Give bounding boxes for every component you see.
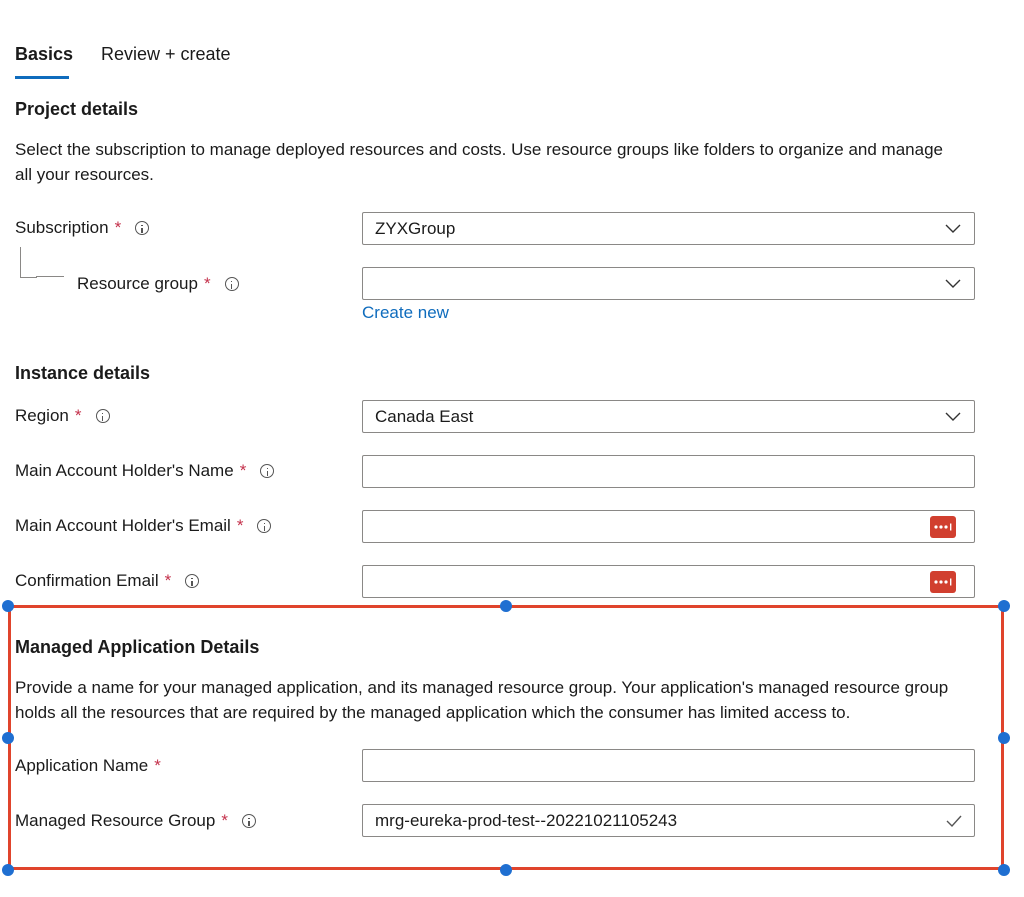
confirm-email-label	[15, 571, 199, 591]
tab-review-create[interactable]: Review + create	[101, 44, 231, 64]
app-name-label-text: Application Name	[15, 756, 149, 775]
required-asterisk: *	[74, 406, 82, 425]
subscription-label-text: Subscription	[15, 218, 109, 237]
tab-basics[interactable]: Basics	[15, 44, 74, 64]
subscription-label	[15, 218, 149, 238]
info-icon[interactable]	[96, 409, 110, 423]
chevron-down-icon	[944, 221, 962, 235]
resize-handle-bottom-right[interactable]	[998, 864, 1010, 876]
resource-group-dropdown[interactable]	[362, 267, 975, 300]
holder-email-label	[15, 516, 271, 536]
project-details-heading: Project details	[15, 99, 139, 119]
required-asterisk: *	[203, 274, 211, 293]
instance-details-heading: Instance details	[15, 363, 151, 383]
chevron-down-icon	[944, 276, 962, 290]
password-manager-icon[interactable]	[930, 516, 956, 538]
resize-handle-bottom[interactable]	[500, 864, 512, 876]
required-asterisk: *	[239, 461, 247, 480]
required-asterisk: *	[221, 811, 228, 830]
selection-box[interactable]	[8, 605, 1004, 870]
info-icon[interactable]	[225, 277, 239, 291]
tab-active-indicator	[15, 76, 69, 79]
mrg-value: mrg-eureka-prod-test--20221021105243	[375, 810, 678, 830]
region-label	[15, 406, 110, 426]
resize-handle-top[interactable]	[500, 600, 512, 612]
holder-email-input[interactable]	[362, 510, 975, 543]
required-asterisk: *	[236, 516, 244, 535]
info-icon[interactable]	[257, 519, 271, 533]
create-new-link[interactable]: Create new	[362, 303, 449, 322]
subscription-value: ZYXGroup	[375, 218, 456, 238]
resize-handle-top-right[interactable]	[998, 600, 1010, 612]
required-asterisk: *	[164, 571, 172, 590]
info-icon[interactable]	[260, 464, 274, 478]
holder-name-input[interactable]	[362, 455, 975, 488]
info-icon[interactable]	[185, 574, 199, 588]
required-asterisk: *	[154, 756, 161, 775]
subscription-dropdown[interactable]	[362, 212, 975, 245]
resource-group-label-text: Resource group	[77, 274, 198, 293]
chevron-down-icon	[944, 409, 962, 423]
resource-group-label	[77, 274, 239, 294]
region-dropdown[interactable]	[362, 400, 975, 433]
mrg-label-text: Managed Resource Group	[15, 811, 216, 830]
region-value: Canada East	[375, 406, 474, 426]
confirm-email-input[interactable]	[362, 565, 975, 598]
tree-connector-horizontal	[36, 276, 64, 277]
resize-handle-left[interactable]	[2, 732, 14, 744]
managed-app-heading: Managed Application Details	[15, 637, 260, 657]
tree-connector	[20, 247, 37, 278]
resize-handle-right[interactable]	[998, 732, 1010, 744]
required-asterisk: *	[114, 218, 122, 237]
confirm-email-label-text: Confirmation Email	[15, 571, 159, 590]
resize-handle-bottom-left[interactable]	[2, 864, 14, 876]
project-details-description: Select the subscription to manage deployed resources and costs. Use resource groups like folders to organize and manage all your resources.	[15, 140, 943, 184]
holder-name-label	[15, 461, 274, 481]
holder-name-label-text: Main Account Holder's Name	[15, 461, 234, 480]
region-label-text: Region	[15, 406, 69, 425]
resize-handle-top-left[interactable]	[2, 600, 14, 612]
info-icon[interactable]	[135, 221, 149, 235]
managed-app-description: Provide a name for your managed application, and its managed resource group. Your application's managed resource group holds all the resources that are required by the managed application which the consumer has limited access to.	[15, 678, 949, 722]
holder-email-label-text: Main Account Holder's Email	[15, 516, 231, 535]
password-manager-icon[interactable]	[930, 571, 956, 593]
